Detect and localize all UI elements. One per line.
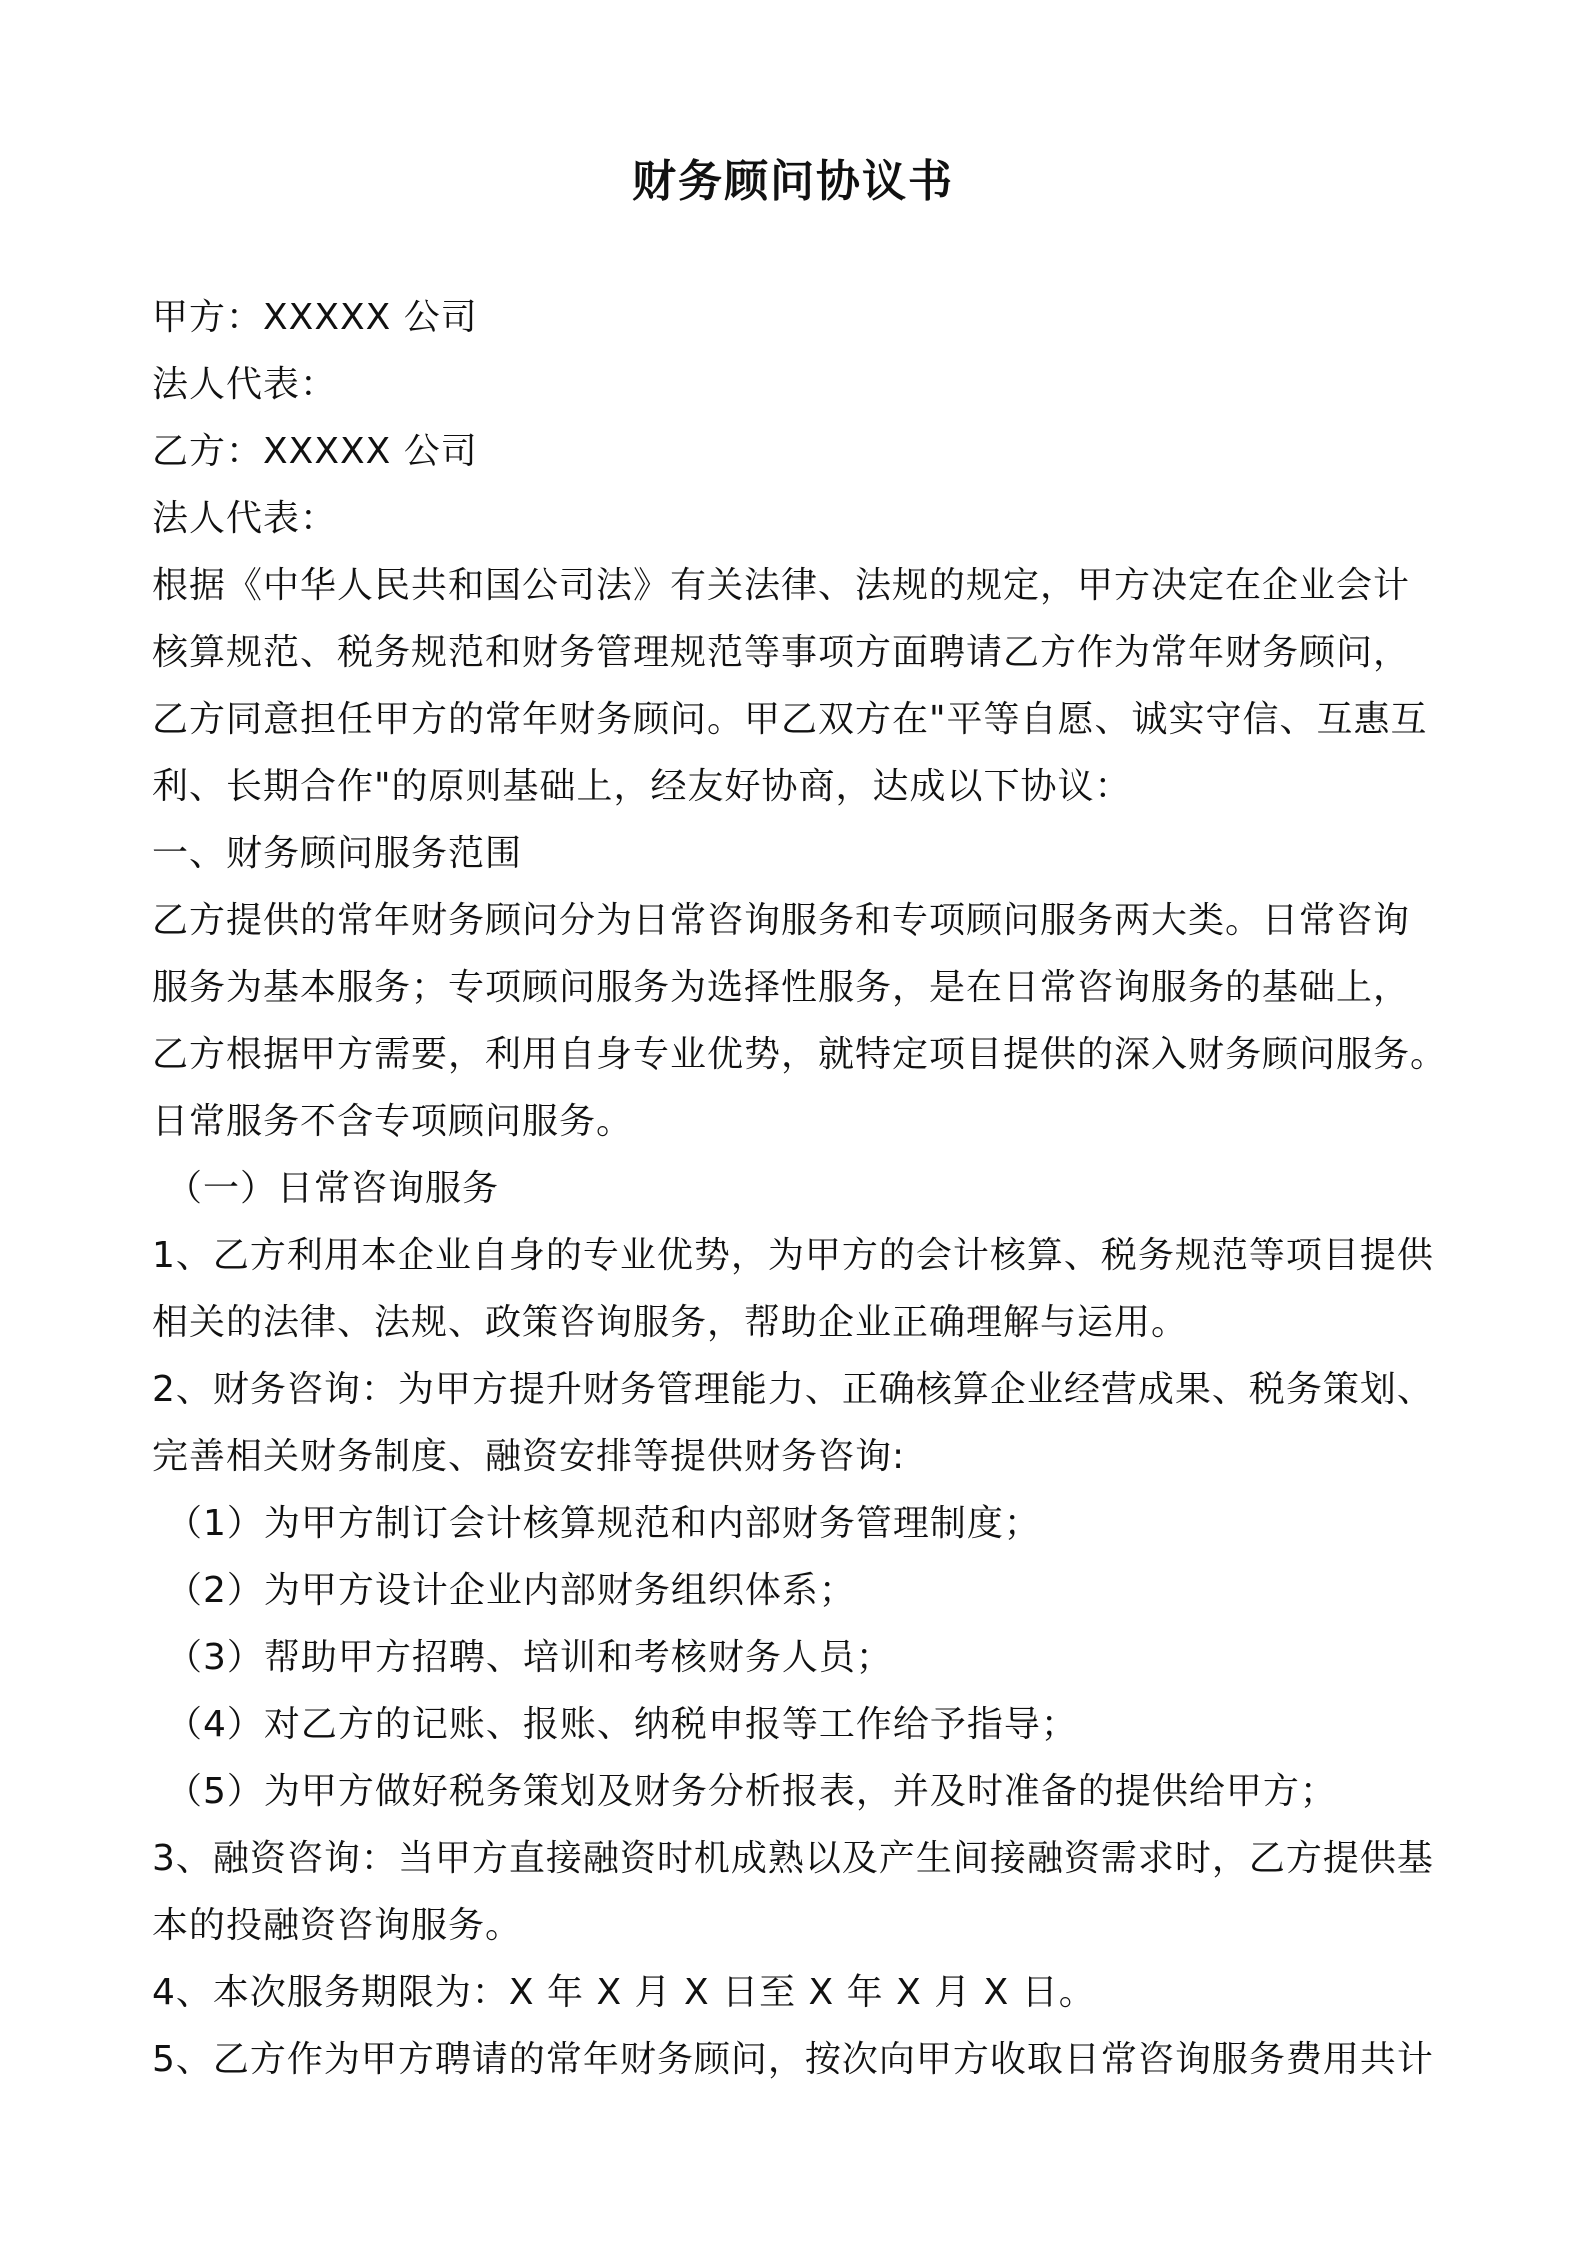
subitem-4: （4）对乙方的记账、报账、纳税申报等工作给予指导； bbox=[166, 1704, 1078, 1745]
subitem-3: （3）帮助甲方招聘、培训和考核财务人员； bbox=[166, 1637, 893, 1678]
subsection-heading-daily-consulting: （一）日常咨询服务 bbox=[166, 1168, 500, 1209]
item-1-line-1: 1、乙方利用本企业自身的专业优势，为甲方的会计核算、税务规范等项目提供 bbox=[152, 1235, 1434, 1276]
item-3-line-2: 本的投融资咨询服务。 bbox=[152, 1905, 523, 1946]
scope-paragraph-line-3: 乙方根据甲方需要，利用自身专业优势，就特定项目提供的深入财务顾问服务。 bbox=[152, 1034, 1448, 1075]
item-3-line-1: 3、融资咨询：当甲方直接融资时机成熟以及产生间接融资需求时，乙方提供基 bbox=[152, 1838, 1434, 1879]
scope-paragraph-line-4: 日常服务不含专项顾问服务。 bbox=[152, 1101, 634, 1142]
party-a-representative-line: 法人代表： bbox=[152, 364, 338, 405]
item-1-line-2: 相关的法律、法规、政策咨询服务，帮助企业正确理解与运用。 bbox=[152, 1302, 1189, 1343]
party-b-representative-line: 法人代表： bbox=[152, 498, 338, 539]
scope-paragraph-line-2: 服务为基本服务；专项顾问服务为选择性服务，是在日常咨询服务的基础上， bbox=[152, 967, 1411, 1008]
item-4: 4、本次服务期限为：X 年 X 月 X 日至 X 年 X 月 X 日。 bbox=[152, 1972, 1096, 2013]
preamble-line-2: 核算规范、税务规范和财务管理规范等事项方面聘请乙方作为常年财务顾问， bbox=[152, 632, 1411, 673]
preamble-line-1: 根据《中华人民共和国公司法》有关法律、法规的规定，甲方决定在企业会计 bbox=[152, 565, 1411, 606]
subitem-5: （5）为甲方做好税务策划及财务分析报表，并及时准备的提供给甲方； bbox=[166, 1771, 1337, 1812]
party-b-line: 乙方：XXXXX 公司 bbox=[152, 431, 478, 472]
document-body bbox=[152, 284, 1452, 2093]
scope-paragraph-line-1: 乙方提供的常年财务顾问分为日常咨询服务和专项顾问服务两大类。日常咨询 bbox=[152, 900, 1411, 941]
document-title: 财务顾问协议书 bbox=[632, 156, 954, 207]
section-heading-scope: 一、财务顾问服务范围 bbox=[152, 833, 523, 874]
item-2-line-1: 2、财务咨询：为甲方提升财务管理能力、正确核算企业经营成果、税务策划、 bbox=[152, 1369, 1434, 1410]
subitem-2: （2）为甲方设计企业内部财务组织体系； bbox=[166, 1570, 856, 1611]
party-a-line: 甲方：XXXXX 公司 bbox=[152, 297, 478, 338]
preamble-line-4: 利、长期合作"的原则基础上，经友好协商，达成以下协议： bbox=[152, 766, 1132, 807]
subitem-1: （1）为甲方制订会计核算规范和内部财务管理制度； bbox=[166, 1503, 1041, 1544]
preamble-line-3: 乙方同意担任甲方的常年财务顾问。甲乙双方在"平等自愿、诚实守信、互惠互 bbox=[152, 699, 1428, 740]
item-2-line-2: 完善相关财务制度、融资安排等提供财务咨询: bbox=[152, 1436, 906, 1477]
item-5-line-1: 5、乙方作为甲方聘请的常年财务顾问，按次向甲方收取日常咨询服务费用共计 bbox=[152, 2039, 1434, 2080]
